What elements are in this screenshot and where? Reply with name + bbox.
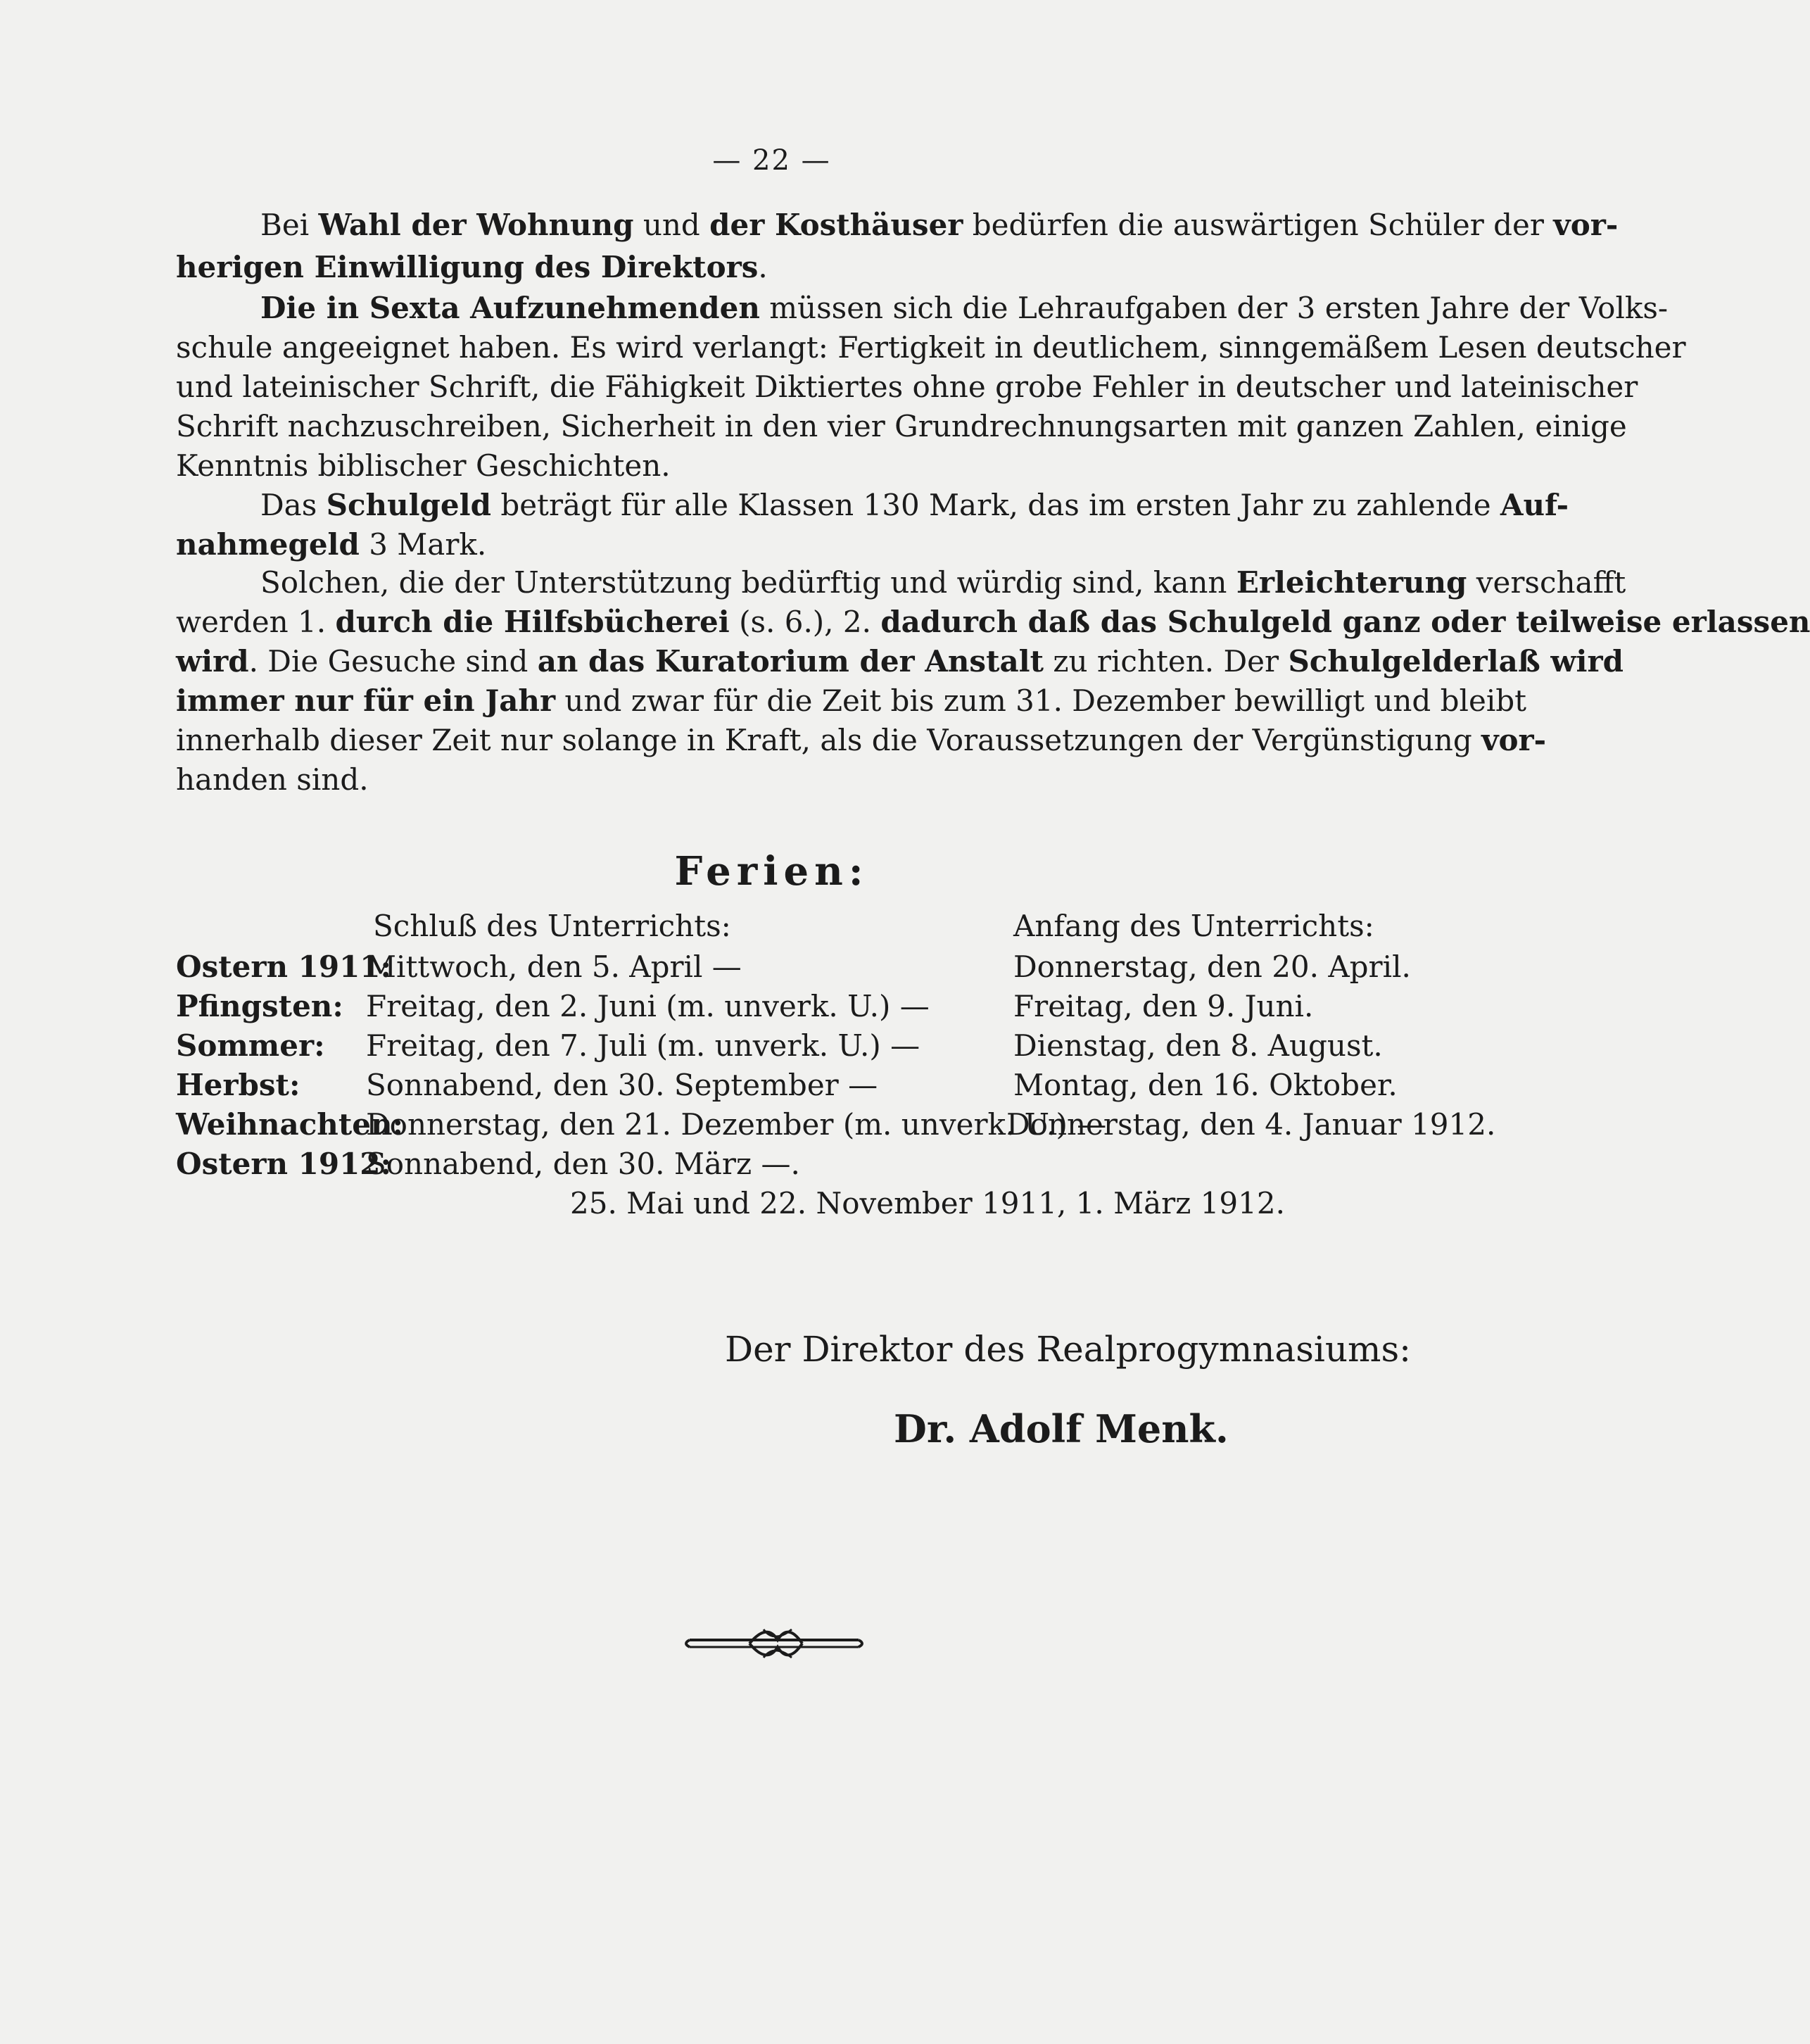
extra-dates: 25. Mai und 22. November 1911, 1. März 1912.	[570, 1186, 1285, 1220]
row-label: Pfingsten:	[176, 989, 343, 1023]
row-label: Weihnachten:	[176, 1107, 403, 1142]
row-label: Sommer:	[176, 1028, 325, 1063]
page-number: — 22 —	[712, 144, 831, 177]
row-start: Montag, den 16. Oktober.	[1013, 1068, 1398, 1102]
text-line: handen sind.	[176, 762, 369, 797]
signature-title: Der Direktor des Realprogymnasiums:	[725, 1329, 1411, 1370]
row-start: Dienstag, den 8. August.	[1013, 1028, 1383, 1063]
text-line: innerhalb dieser Zeit nur solange in Kraft, als die Voraussetzungen der Vergünstigung vor-	[176, 723, 1547, 757]
text-line: und lateinischer Schrift, die Fähigkeit Diktiertes ohne grobe Fehler in deutscher und lateinischer	[176, 370, 1638, 404]
row-end: Donnerstag, den 21. Dezember (m. unverk. U.) —	[366, 1107, 1107, 1142]
text-line: herigen Einwilligung des Direktors.	[176, 250, 768, 284]
text-line: Solchen, die der Unterstützung bedürftig und würdig sind, kann Erleichterung verschafft	[260, 565, 1626, 600]
header-left: Schluß des Unterrichts:	[373, 909, 731, 943]
text-line: Kenntnis biblischer Geschichten.	[176, 448, 671, 483]
row-end: Freitag, den 7. Juli (m. unverk. U.) —	[366, 1028, 920, 1063]
header-right: Anfang des Unterrichts:	[1013, 909, 1374, 943]
row-end: Freitag, den 2. Juni (m. unverk. U.) —	[366, 989, 930, 1023]
text-line: wird. Die Gesuche sind an das Kuratorium der Anstalt zu richten. Der Schulgelderlaß wird	[176, 644, 1624, 679]
text-line: werden 1. durch die Hilfsbücherei (s. 6.), 2. dadurch daß das Schulgeld ganz oder teilweise erlassen	[176, 605, 1810, 639]
row-label: Ostern 1911:	[176, 950, 392, 984]
row-start: Donnerstag, den 4. Januar 1912.	[1006, 1107, 1496, 1142]
text-line: schule angeeignet haben. Es wird verlangt: Fertigkeit in deutlichem, sinngemäßem Lesen deutscher	[176, 330, 1686, 365]
ferien-heading: Ferien:	[674, 848, 869, 895]
text-line: nahmegeld 3 Mark.	[176, 527, 487, 562]
row-end: Sonnabend, den 30. März —.	[366, 1147, 800, 1181]
text-line: Die in Sexta Aufzunehmenden müssen sich die Lehraufgaben der 3 ersten Jahre der Volks-	[260, 291, 1669, 325]
row-start: Freitag, den 9. Juni.	[1013, 989, 1314, 1023]
row-end: Mittwoch, den 5. April —	[366, 950, 742, 984]
text-line: Schrift nachzuschreiben, Sicherheit in den vier Grundrechnungsarten mit ganzen Zahlen, einige	[176, 409, 1627, 443]
text-line: immer nur für ein Jahr und zwar für die Zeit bis zum 31. Dezember bewilligt und bleibt	[176, 683, 1527, 718]
text-line: Bei Wahl der Wohnung und der Kosthäuser bedürfen die auswärtigen Schüler der vor-	[260, 208, 1619, 242]
text-line: Das Schulgeld beträgt für alle Klassen 130 Mark, das im ersten Jahr zu zahlende Auf-	[260, 488, 1569, 522]
row-label: Ostern 1912:	[176, 1147, 392, 1181]
row-start: Donnerstag, den 20. April.	[1013, 950, 1411, 984]
ornament-divider	[683, 1619, 866, 1668]
row-label: Herbst:	[176, 1068, 300, 1102]
signature-name: Dr. Adolf Menk.	[894, 1406, 1229, 1451]
row-end: Sonnabend, den 30. September —	[366, 1068, 878, 1102]
